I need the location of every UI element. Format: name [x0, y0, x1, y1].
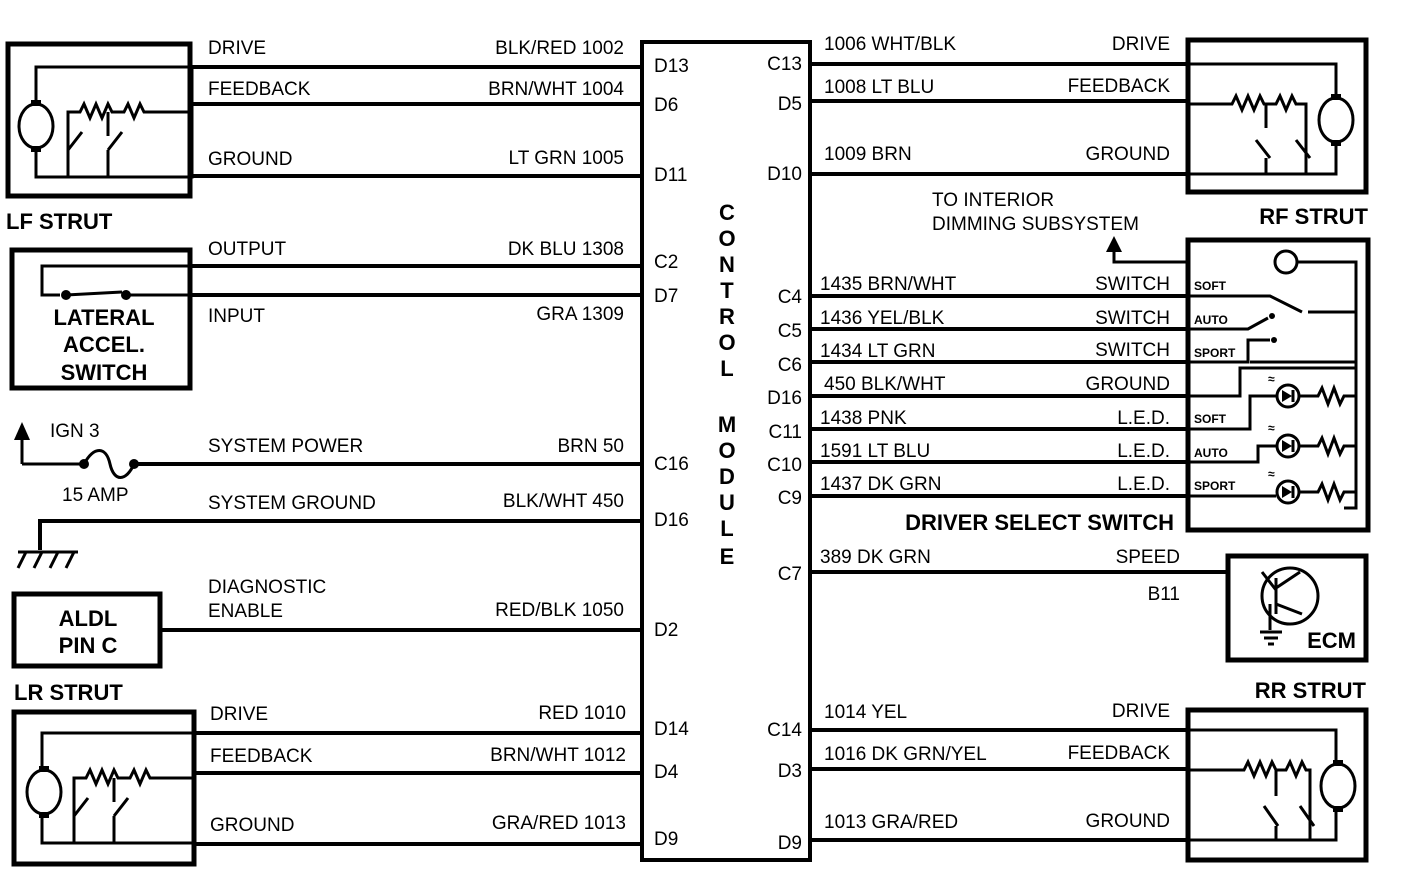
wire-label: 1438 PNK [820, 408, 907, 429]
svg-text:≈: ≈ [1268, 372, 1275, 386]
pin-label: C6 [777, 355, 802, 376]
pin-label: C10 [767, 455, 802, 476]
fuse-label: 15 AMP [62, 485, 129, 506]
switch-tag: SPORT [1194, 479, 1236, 493]
wire-function: SYSTEM POWER [208, 436, 364, 457]
title-letter: E [719, 544, 735, 569]
title-letter: D [719, 464, 735, 489]
lf-wires [190, 38, 689, 186]
wire-function: INPUT [208, 306, 265, 327]
fuse-icon [84, 451, 134, 478]
pin-label: D7 [654, 286, 679, 307]
pin-label: D16 [767, 388, 802, 409]
ground-icon [18, 552, 78, 568]
wire-label: 1013 GRA/RED [824, 812, 959, 833]
svg-text:≈: ≈ [1268, 421, 1275, 435]
wire-label: GRA 1309 [536, 304, 624, 325]
wire-label: BLK/WHT 450 [502, 491, 624, 512]
arrow-up-icon [14, 422, 30, 440]
rf-strut-label: RF STRUT [1259, 204, 1368, 229]
rr-strut [1188, 678, 1367, 860]
arrow-up-icon [1106, 236, 1122, 252]
wire-function: L.E.D. [1117, 408, 1170, 429]
wire-label: 1006 WHT/BLK [824, 34, 956, 55]
title-letter: M [717, 412, 737, 437]
lr-strut [14, 680, 194, 864]
wire-label: 389 DK GRN [820, 547, 931, 568]
ecm [778, 547, 1366, 660]
note-line: TO INTERIOR [932, 190, 1055, 211]
switch-tag: SOFT [1194, 279, 1226, 293]
pin-label: D16 [654, 510, 689, 531]
wire-function: SWITCH [1095, 274, 1170, 295]
wire-label: BRN 50 [557, 436, 624, 457]
rr-wires [767, 701, 1188, 854]
wire-function: FEEDBACK [210, 746, 313, 767]
switch-tag: AUTO [1194, 313, 1228, 327]
pin-label: D9 [777, 833, 802, 854]
driver-switch-label: DRIVER SELECT SWITCH [905, 510, 1174, 535]
wire-label: 1008 LT BLU [824, 77, 935, 98]
lateral-switch-name: ACCEL. [63, 332, 145, 357]
title-letter: L [720, 516, 734, 541]
wire-label: BLK/RED 1002 [495, 38, 624, 59]
pin-label: D5 [777, 94, 802, 115]
pin-label: C5 [777, 321, 802, 342]
wire-label: GRA/RED 1013 [491, 813, 626, 834]
lamp-icon [1275, 251, 1297, 273]
pin-label: D9 [654, 829, 679, 850]
switch-tag: AUTO [1194, 446, 1228, 460]
lateral-accel-switch [12, 250, 190, 388]
aldl-name: ALDL [58, 606, 118, 631]
pin-label: D14 [654, 719, 689, 740]
pin-label: C16 [654, 454, 689, 475]
aldl-connector [14, 577, 678, 666]
ecm-label: ECM [1307, 628, 1356, 653]
wire-function: GROUND [1085, 811, 1170, 832]
pin-label: D2 [654, 620, 679, 641]
title-letter: L [720, 356, 734, 381]
lateral-switch-name: SWITCH [60, 360, 148, 385]
wire-function: DRIVE [208, 38, 267, 59]
wire-function: SWITCH [1095, 340, 1170, 361]
wire-label: 1591 LT BLU [820, 441, 931, 462]
wire-function: FEEDBACK [1067, 743, 1170, 764]
wire-function: OUTPUT [208, 239, 287, 260]
pin-label: D6 [654, 95, 679, 116]
pin-label: D10 [767, 164, 802, 185]
wire-label: BRN/WHT 1004 [488, 79, 624, 100]
wire-function: ENABLE [208, 601, 283, 622]
title-letter: R [719, 304, 735, 329]
wire-label: LT GRN 1005 [508, 148, 624, 169]
wire-function: DRIVE [210, 704, 269, 725]
wire-label: RED/BLK 1050 [495, 600, 624, 621]
wire-function: L.E.D. [1117, 441, 1170, 462]
wire-function: SYSTEM GROUND [208, 493, 376, 514]
pin-label: C7 [777, 564, 802, 585]
title-letter: T [720, 278, 734, 303]
wire-function: GROUND [1085, 144, 1170, 165]
wire-function: DRIVE [1111, 701, 1170, 722]
pin-label: C2 [654, 252, 679, 273]
pin-label: D3 [777, 761, 802, 782]
wire-label: 1009 BRN [824, 144, 912, 165]
title-letter: U [719, 490, 735, 515]
wire-function: SPEED [1115, 547, 1180, 568]
wire-label: 1016 DK GRN/YEL [824, 744, 987, 765]
wire-label: 450 BLK/WHT [824, 374, 946, 395]
pin-label: C11 [768, 422, 802, 443]
wire-function: SWITCH [1095, 308, 1170, 329]
ecm-pin-label: B11 [1147, 584, 1180, 605]
title-letter: O [718, 330, 736, 355]
lf-strut-label: LF STRUT [6, 209, 113, 234]
wire-function: DIAGNOSTIC [208, 577, 327, 598]
wire-function: L.E.D. [1117, 474, 1170, 495]
wire-function: FEEDBACK [208, 79, 311, 100]
wire-function: FEEDBACK [1067, 76, 1170, 97]
wire-label: 1437 DK GRN [820, 474, 942, 495]
wire-label: 1435 BRN/WHT [820, 274, 957, 295]
pin-label: C4 [777, 287, 802, 308]
wire-function: GROUND [208, 149, 293, 170]
power-section [14, 421, 689, 568]
wire-function: GROUND [210, 815, 295, 836]
note-line: DIMMING SUBSYSTEM [932, 214, 1139, 235]
wire-label: RED 1010 [538, 703, 626, 724]
title-letter: N [719, 252, 735, 277]
pin-label: D4 [654, 762, 679, 783]
wire-label: 1436 YEL/BLK [820, 308, 945, 329]
title-letter: C [719, 200, 735, 225]
pin-label: C9 [777, 488, 802, 509]
pin-label: D11 [654, 165, 688, 186]
ign-label: IGN 3 [50, 421, 100, 442]
wire-function: GROUND [1085, 374, 1170, 395]
lr-wires [194, 703, 689, 850]
pin-label: C14 [767, 720, 802, 741]
title-letter: O [718, 226, 736, 251]
wire-label: BRN/WHT 1012 [490, 745, 626, 766]
lateral-switch-name: LATERAL [53, 305, 155, 330]
rr-strut-label: RR STRUT [1254, 678, 1366, 703]
driver-select-wires [767, 274, 1188, 509]
aldl-name: PIN C [58, 633, 118, 658]
wire-label: 1014 YEL [824, 702, 908, 723]
switch-tag: SPORT [1194, 346, 1236, 360]
svg-text:≈: ≈ [1268, 467, 1275, 481]
switch-tag: SOFT [1194, 412, 1226, 426]
wire-label: 1434 LT GRN [820, 341, 936, 362]
rf-strut [1188, 40, 1369, 229]
rf-wires [767, 34, 1188, 185]
wire-function: DRIVE [1111, 34, 1170, 55]
wire-label: DK BLU 1308 [507, 239, 624, 260]
lr-strut-label: LR STRUT [14, 680, 123, 705]
lf-strut [6, 44, 192, 234]
pin-label: D13 [654, 56, 689, 77]
lateral-wires [190, 239, 678, 327]
pin-label: C13 [767, 54, 802, 75]
title-letter: O [718, 438, 736, 463]
